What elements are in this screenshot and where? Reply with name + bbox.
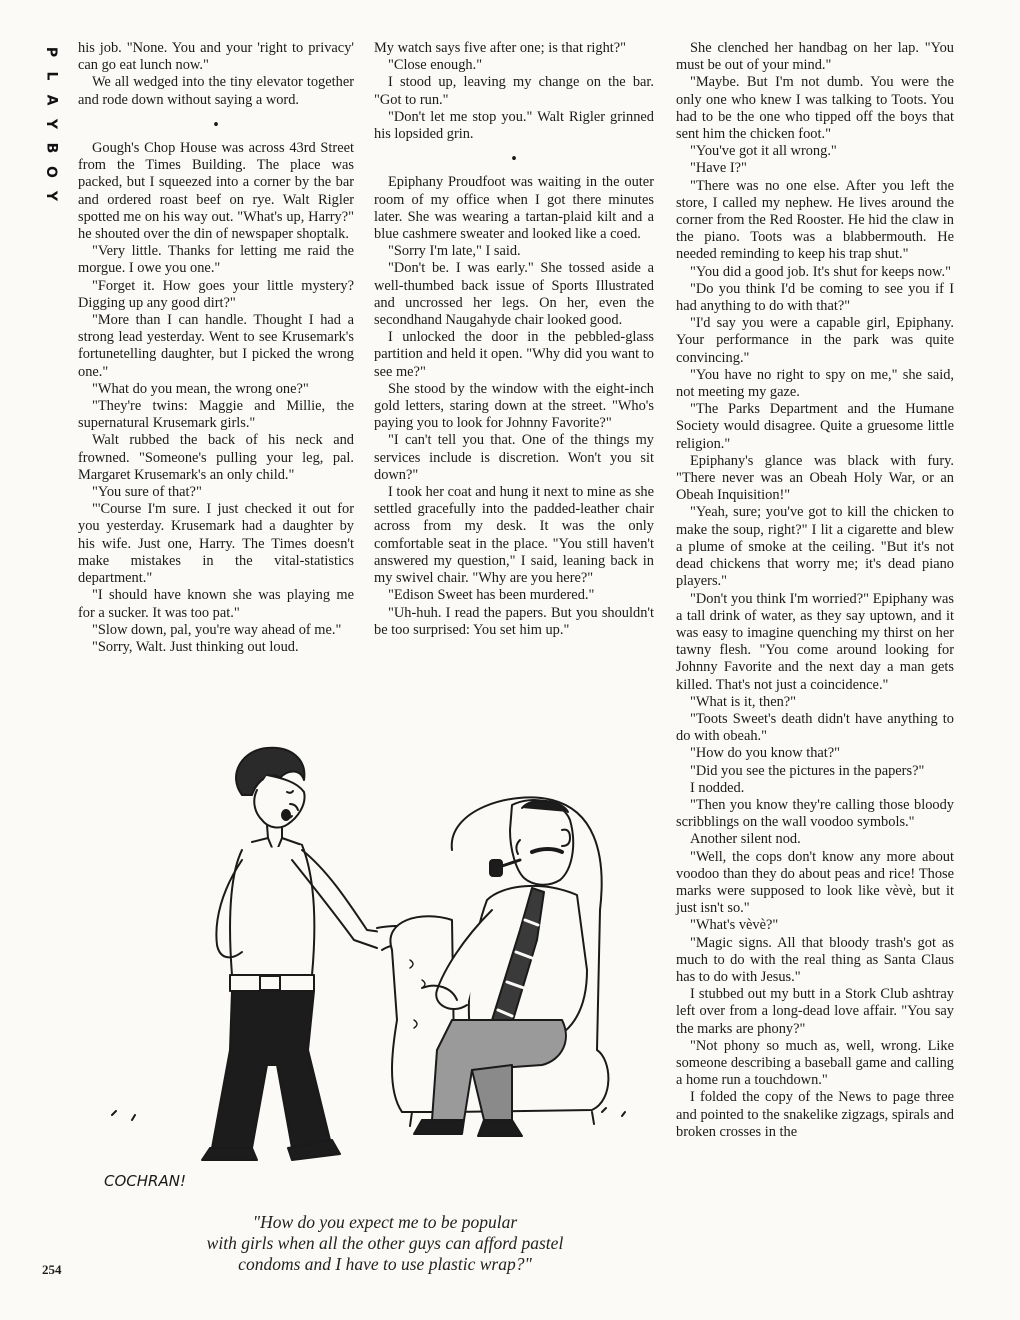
paragraph: She stood by the window with the eight-inch gold letters, staring down at the street. "Who's paying you to look for Johnny Favorite?": [374, 380, 654, 432]
paragraph: I nodded.: [690, 779, 745, 796]
paragraph: "What is it, then?": [690, 693, 797, 710]
cartoon-caption: [150, 1212, 620, 1275]
paragraph: "'Course I'm sure. I just checked it out for you yesterday. Krusemark had a daughter by his wife. Just one, Harry. The Times doesn't make mistakes in the vital-statistics department.": [78, 501, 354, 587]
paragraph: "The Parks Department and the Humane Society would disagree. Quite a gruesome little religion.": [676, 401, 954, 452]
paragraph: "Not phony so much as, well, wrong. Like someone describing a baseball game and calling a home run a touchdown.": [676, 1037, 954, 1089]
paragraph: "More than I can handle. Thought I had a strong lead yesterday. Went to see Krusemark's fortunetelling daughter, but I picked the wrong one.": [78, 312, 354, 380]
paragraph: "Did you see the pictures in the papers?": [690, 762, 925, 779]
paragraph: "They're twins: Maggie and Millie, the supernatural Krusemark girls.": [78, 398, 354, 432]
caption-line: condoms and I have to use plastic wrap?": [238, 1254, 532, 1274]
paragraph: I folded the copy of the News to page three and pointed to the snakelike zigzags, spirals and broken crosses in the: [676, 1089, 954, 1140]
cartoon-illustration: [92, 720, 652, 1200]
paragraph: "You have no right to spy on me," she said, not meeting my gaze.: [676, 366, 954, 401]
paragraph: "Sorry I'm late," I said.: [388, 243, 521, 260]
paragraph: "You've got it all wrong.": [690, 143, 837, 160]
paragraph: "Maybe. But I'm not dumb. You were the only one who knew I was talking to Toots. You had to be the one who tipped off the boys that sent him the chicken foot.": [676, 74, 954, 143]
paragraph: "How do you know that?": [690, 745, 841, 762]
cartoonist-signature: COCHRAN!: [104, 1172, 186, 1190]
article-column-1: [78, 40, 354, 656]
caption-line: with girls when all the other guys can afford pastel: [206, 1233, 564, 1253]
paragraph: "I should have known she was playing me for a sucker. It was too pat.": [78, 587, 354, 621]
paragraph: I stubbed out my butt in a Stork Club ashtray left over from a long-dead love affair. "You say the marks are phony?": [676, 986, 954, 1037]
page-number: 254: [42, 1262, 62, 1277]
paragraph: "Very little. Thanks for letting me raid the morgue. I owe you one.": [78, 243, 354, 277]
paragraph: "Then you know they're calling those bloody scribblings on the wall voodoo symbols.": [676, 796, 954, 831]
paragraph: Epiphany Proudfoot was waiting in the outer room of my office when I got there minutes later. She was wearing a tartan-plaid kilt and a blue cashmere sweater and looked like a coed.: [374, 174, 654, 243]
paragraph: "Slow down, pal, you're way ahead of me.": [92, 621, 342, 638]
logo-letter: L: [42, 71, 59, 81]
paragraph: "Do you think I'd be coming to see you if I had anything to do with that?": [676, 280, 954, 315]
paragraph: We all wedged into the tiny elevator together and rode down without saying a word.: [78, 74, 354, 108]
paragraph: "You did a good job. It's shut for keeps now.": [690, 263, 951, 280]
paragraph: "Uh-huh. I read the papers. But you shouldn't be too surprised: You set him up.": [374, 604, 654, 638]
logo-letter: Y: [42, 190, 59, 202]
paragraph: "Don't be. I was early." She tossed aside a well-thumbed back issue of Sports Illustrated and uncrossed her legs. On her, even the secondhand Naugahyde chair looked good.: [374, 260, 654, 329]
article-column-3: [676, 40, 954, 1141]
paragraph: "I can't tell you that. One of the things my services include is discretion. Won't you sit down?": [374, 432, 654, 483]
paragraph: "Have I?": [690, 160, 747, 177]
caption-line: "How do you expect me to be popular: [252, 1212, 518, 1232]
paragraph: Gough's Chop House was across 43rd Street from the Times Building. The place was packed, but I squeezed into a corner by the bar and ordered roast beef on rye. Walt Rigler spotted me on his way out. "What's up, Harry?" he shouted over the din of newspaper shoptalk.: [78, 140, 354, 243]
standing-man-figure: [202, 748, 412, 1160]
paragraph: "Sorry, Walt. Just thinking out loud.: [92, 638, 299, 655]
section-break: •: [511, 151, 517, 168]
logo-letter: A: [43, 94, 59, 106]
paragraph: I took her coat and hung it next to mine as she settled gracefully into the padded-leather chair across from my desk. It was the only comfortable seat in the place. "You still haven't answered my question," I said, leaning back in my swivel chair. "Why are you here?": [374, 484, 654, 587]
paragraph: his job. "None. You and your 'right to privacy' can go eat lunch now.": [78, 40, 354, 74]
paragraph: "Well, the cops don't know any more about voodoo than they do about peas and rice! Those marks were supposed to look like vèvè, but it just isn't so.": [676, 848, 954, 917]
masthead-vertical-logo: [38, 40, 64, 208]
paragraph: "Toots Sweet's death didn't have anything to do with obeah.": [676, 710, 954, 745]
paragraph: "What do you mean, the wrong one?": [92, 380, 309, 397]
paragraph: "Forget it. How goes your little mystery? Digging up any good dirt?": [78, 277, 354, 311]
logo-letter: P: [42, 46, 59, 58]
paragraph: She clenched her handbag on her lap. "You must be out of your mind.": [676, 40, 954, 74]
paragraph: "Close enough.": [388, 57, 483, 74]
paragraph: "Yeah, sure; you've got to kill the chicken to make the soup, right?" I lit a cigarette and blew a plume of smoke at the ceiling. "But it's not dead chickens that worry me; it's dead piano players.": [676, 504, 954, 590]
paragraph: Epiphany's glance was black with fury. "There never was an Obeah Holy War, or an Obeah Inquisition!": [676, 452, 954, 504]
logo-letter: B: [42, 142, 59, 154]
paragraph: I stood up, leaving my change on the bar. "Got to run.": [374, 74, 654, 108]
paragraph: I unlocked the door in the pebbled-glass partition and held it open. "Why did you want to see me?": [374, 329, 654, 380]
paragraph: Another silent nod.: [690, 831, 801, 848]
logo-letter: O: [43, 166, 59, 178]
paragraph: "Don't you think I'm worried?" Epiphany was a tall drink of water, as they say uptown, and it was easy to imagine quenching my thirst on her tawny flesh. "You come around looking for Johnny Favorite and the next day a man gets killed. That's not just a coincidence.": [676, 590, 954, 693]
paragraph: "Edison Sweet has been murdered.": [388, 587, 595, 604]
paragraph: Walt rubbed the back of his neck and frowned. "Someone's pulling your leg, pal. Margaret Krusemark's an only child.": [78, 432, 354, 483]
article-column-2: [374, 40, 654, 639]
paragraph: "I'd say you were a capable girl, Epiphany. Your performance in the park was quite convincing.": [676, 315, 954, 366]
section-break: •: [213, 116, 219, 133]
paragraph: "Don't let me stop you." Walt Rigler grinned his lopsided grin.: [374, 108, 654, 143]
logo-letter: Y: [42, 118, 59, 130]
paragraph: "You sure of that?": [92, 484, 202, 501]
paragraph: "There was no one else. After you left the store, I called my nephew. He lives around the corner from the Red Rooster. He hid the claw in the piano. Toots was a blabbermouth. He needed reminding to keep his trap shut.": [676, 177, 954, 263]
paragraph: My watch says five after one; is that right?": [374, 40, 627, 56]
paragraph: "What's vèvè?": [690, 917, 779, 934]
paragraph: "Magic signs. All that bloody trash's got as much to do with the real thing as Santa Claus has to do with Jesus.": [676, 934, 954, 985]
